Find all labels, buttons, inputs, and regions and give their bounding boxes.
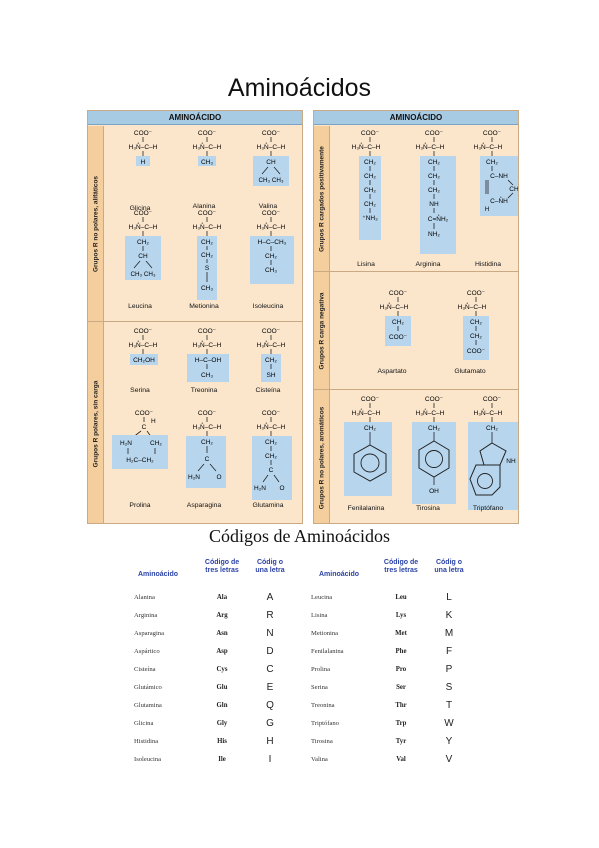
amino-acid-name: Lisina [357, 261, 375, 268]
r-group-text: CH₂ [364, 425, 376, 432]
carboxylate: COO⁻ [261, 210, 281, 217]
one-letter-code-cell: W [444, 718, 454, 729]
r-group-text: CH₂ [364, 173, 376, 180]
codes-header [128, 557, 285, 590]
table-row [305, 626, 465, 644]
amino-group: H₃N̊–C–H [457, 304, 487, 311]
table-row [128, 734, 280, 752]
carboxylate: COO⁻ [133, 130, 153, 137]
r-group-text: CH₂ [428, 187, 440, 194]
carboxylate: COO⁻ [133, 328, 153, 335]
structure-diagram [108, 207, 172, 297]
amino-acid-name: Glutamina [252, 502, 284, 509]
amino-group: H₃N̊–C–H [256, 342, 286, 349]
amino-acid-name: Aspartato [377, 368, 407, 375]
amino-acid-cell: Aspártico [134, 648, 160, 655]
amino-acid-cell: Serina [311, 684, 328, 691]
amino-acid-cell: Cisteína [134, 666, 156, 673]
r-group-text: C=N̊H₂ [427, 216, 449, 223]
amino-acid-name: Arginina [415, 261, 441, 268]
carboxylate: COO⁻ [482, 396, 502, 403]
amino-acid-name: Triptófano [472, 505, 504, 512]
amino-acid-name: Valina [258, 203, 278, 210]
r-group-text: CH₃ [200, 159, 214, 166]
amino-group: H₃N̊–C–H [128, 342, 158, 349]
one-letter-code-cell: S [445, 682, 453, 693]
group-sidebar [314, 272, 330, 389]
carboxylate: COO⁻ [424, 130, 444, 137]
amino-acid-cell: Fenilalanina [311, 648, 344, 655]
codes-table-right [305, 557, 465, 770]
structure-diagram [456, 127, 519, 257]
r-group-text: CH₃ CH₃ [130, 271, 156, 278]
structure-tirosina [396, 393, 460, 512]
r-group-text: CH₂ [428, 425, 440, 432]
codes-rows [305, 590, 465, 770]
r-group-text: CH₂ [265, 453, 277, 460]
amino-acid-cell: Leucina [311, 594, 333, 601]
amino-group: H₃N̊–C–H [256, 144, 286, 151]
alpha-carbon: C [141, 424, 147, 431]
amino-acid-cell: Glutamina [134, 702, 162, 709]
header-one-letter: Códig o una letra [255, 559, 285, 574]
r-group-text: CH₃ [200, 372, 214, 379]
table-row [128, 590, 280, 608]
group-label: Grupos R polares, sin carga [92, 380, 99, 467]
r-group-text: CH₂ [364, 159, 376, 166]
amino-acid-name: Serina [130, 387, 150, 394]
structure-asparagina [172, 407, 236, 507]
table-row [305, 590, 465, 608]
group-label: Grupos R no polares, alifáticos [92, 175, 99, 272]
one-letter-code-cell: L [446, 592, 452, 603]
structure-diagram [236, 127, 300, 197]
one-letter-code-cell: D [266, 646, 274, 657]
group-divider [88, 321, 302, 322]
r-group-text: H₂N [254, 485, 266, 492]
three-letter-code-cell: Thr [395, 702, 407, 709]
group-sidebar [314, 126, 330, 271]
amino-acid-cell: Glicina [134, 720, 154, 727]
structure-metionina [172, 207, 236, 310]
one-letter-code-cell: E [266, 682, 274, 693]
structure-aspartato [360, 287, 424, 387]
carboxylate: COO⁻ [197, 410, 217, 417]
three-letter-code-cell: Ile [218, 756, 226, 763]
amino-group: H₃N̊–C–H [473, 144, 503, 151]
structure-diagram [172, 127, 236, 197]
three-letter-code-cell: Gln [216, 702, 228, 709]
amino-acid-name: Asparagina [186, 502, 222, 509]
header-three-letter: Código de tres letras [204, 559, 240, 574]
carboxylate: COO⁻ [261, 328, 281, 335]
amino-group: H₃N̊–C–H [415, 410, 445, 417]
structure-diagram [396, 393, 458, 513]
r-group-text: CH₂ [265, 439, 277, 446]
amino-acid-cell: Isoleucina [134, 756, 162, 763]
carboxylate: COO⁻ [360, 130, 380, 137]
r-group-text: O [279, 485, 285, 492]
one-letter-code-cell: Y [445, 736, 453, 747]
structure-diagram [396, 127, 458, 257]
group-divider [314, 389, 518, 390]
amino-acid-name: Metionina [189, 303, 219, 310]
structure-diagram [172, 407, 236, 497]
r-group-text: CH₂ [265, 253, 277, 260]
amino-acid-chart-right [313, 110, 519, 524]
structure-diagram [172, 325, 236, 395]
carboxylate: COO⁻ [197, 210, 217, 217]
table-row [128, 680, 280, 698]
r-group-text: ⁺NH₃ [362, 215, 378, 222]
amino-group: H₃N̊–C–H [192, 342, 222, 349]
structure-diagram [236, 407, 300, 507]
amino-acid-cell: Arginina [134, 612, 158, 619]
structure-diagram [438, 287, 502, 377]
three-letter-code-cell: Ala [216, 594, 228, 601]
group-sidebar [314, 390, 330, 524]
three-letter-code-cell: Leu [395, 594, 407, 601]
group-sidebar [88, 322, 104, 524]
group-divider [314, 271, 518, 272]
r-group-text: CH₂ [150, 440, 162, 447]
carboxylate: COO⁻ [134, 410, 154, 417]
one-letter-code-cell: H [266, 736, 274, 747]
carboxylate: COO⁻ [133, 210, 153, 217]
structure-diagram [456, 393, 519, 513]
r-group-text: CH₃ [200, 285, 214, 292]
amino-acid-name: Prolina [129, 502, 151, 509]
amino-group: H₃N̊–C–H [256, 224, 286, 231]
structure-diagram [108, 127, 172, 197]
three-letter-code-cell: Tyr [395, 738, 407, 745]
amino-group: H₃N̊–C–H [379, 304, 409, 311]
r-group-text: H₂N [188, 474, 200, 481]
table-row [128, 626, 280, 644]
structure-diagram [334, 127, 394, 257]
amino-acid-cell: Glutámico [134, 684, 162, 691]
r-group-text: CH [509, 186, 519, 193]
amino-acid-name: Glicina [129, 205, 151, 212]
chart-header: AMINOÁCIDO [314, 111, 518, 125]
amino-acid-name: Tirosina [416, 505, 440, 512]
one-letter-code-cell: K [445, 610, 453, 621]
r-group-text: CH₂OH [133, 357, 155, 364]
three-letter-code-cell: Val [396, 756, 406, 763]
r-group-text: CH₂ [137, 239, 149, 246]
r-group-text: C [268, 467, 274, 474]
carboxylate: COO⁻ [424, 396, 444, 403]
r-group-text: C–NH [490, 173, 508, 180]
amino-group: H₃N̊–C–H [128, 224, 158, 231]
codes-rows [128, 590, 280, 770]
carboxylate: COO⁻ [261, 130, 281, 137]
table-row [128, 608, 280, 626]
three-letter-code-cell: Glu [216, 684, 228, 691]
r-group-text: NH₂ [428, 231, 440, 238]
carboxylate: COO⁻ [360, 396, 380, 403]
r-group-text: CH₂ [470, 319, 482, 326]
header-amino-acid: Aminoácido [137, 571, 179, 578]
three-letter-code-cell: Pro [395, 666, 407, 673]
r-group-text: CH₂ [392, 319, 404, 326]
amino-acid-cell: Lisina [311, 612, 328, 619]
amino-acid-name: Treonina [190, 387, 218, 394]
table-row [305, 752, 465, 770]
table-row [305, 698, 465, 716]
one-letter-code-cell: P [445, 664, 453, 675]
table-row [305, 662, 465, 680]
r-group-text: H [140, 159, 146, 166]
r-group-text: CH₃ [264, 267, 278, 274]
chart-header: AMINOÁCIDO [88, 111, 302, 125]
amino-acid-cell: Metionina [311, 630, 339, 637]
structure-histidina [456, 127, 519, 268]
r-group-text: CH₂ [265, 357, 277, 364]
one-letter-code-cell: A [266, 592, 274, 603]
amino-acid-name: Cisteína [255, 387, 281, 394]
table-row [128, 752, 280, 770]
three-letter-code-cell: Asn [216, 630, 228, 637]
page-title: Aminoácidos [227, 74, 372, 102]
header-amino-acid: Aminoácido [318, 571, 360, 578]
r-group-text: CH [138, 253, 148, 260]
structure-diagram [334, 393, 396, 493]
r-group-text: CH₂ [364, 187, 376, 194]
amino-acid-cell: Histidina [134, 738, 159, 745]
r-group-text: H [484, 207, 490, 213]
amino-acid-cell: Prolina [311, 666, 331, 673]
structure-triptofano [456, 393, 519, 512]
carboxylate: COO⁻ [197, 130, 217, 137]
amino-acid-name: Histidina [474, 261, 502, 268]
one-letter-code-cell: F [445, 646, 453, 657]
r-group-text: CH₂ [486, 159, 498, 166]
three-letter-code-cell: Lys [395, 612, 407, 619]
amino-group: H₃N̊–C–H [128, 144, 158, 151]
table-row [305, 716, 465, 734]
one-letter-code-cell: Q [266, 700, 274, 711]
r-group-text: CH₂ [428, 159, 440, 166]
carboxylate: COO⁻ [261, 410, 281, 417]
amino-group: H₃N̊–C–H [192, 144, 222, 151]
amino-acid-cell: Alanina [134, 594, 155, 601]
r-group-text: NH [506, 458, 516, 465]
three-letter-code-cell: Met [395, 630, 407, 637]
carboxylate: COO⁻ [197, 328, 217, 335]
codes-table-left [128, 557, 285, 770]
amino-acid-chart-left [87, 110, 303, 524]
three-letter-code-cell: Ser [396, 684, 406, 691]
amino-group: H₃N̊–C–H [192, 424, 222, 431]
amino-group: H₃N̊–C–H [415, 144, 445, 151]
r-group-text: CH₂ [201, 252, 213, 259]
one-letter-code-cell: N [266, 628, 274, 639]
header-three-letter: Código de tres letras [383, 559, 419, 574]
structure-fenilalanina [334, 393, 398, 512]
r-group-text: S [204, 265, 210, 272]
structure-diagram [108, 325, 172, 395]
amino-group: H₃N̊–C–H [351, 410, 381, 417]
amino-acid-name: Fenilalanina [347, 505, 385, 512]
three-letter-code-cell: Asp [216, 648, 228, 655]
table-row [128, 698, 280, 716]
structure-isoleucina [236, 207, 300, 310]
table-row [128, 662, 280, 680]
group-label: Grupos R carga negativa [318, 292, 325, 369]
r-group-text: CH₂ [201, 239, 213, 246]
amino-group: H₃N̊–C–H [351, 144, 381, 151]
r-group-text: CH₂ [201, 439, 213, 446]
amino-acid-cell: Triptófano [311, 720, 339, 727]
three-letter-code-cell: His [217, 738, 227, 745]
amino-acid-cell: Valina [311, 756, 328, 763]
r-group-text: H–C–CH₃ [257, 239, 287, 246]
table-row [305, 734, 465, 752]
r-group-text: CH₂ [364, 201, 376, 208]
amino-acid-cell: Tirosina [311, 738, 333, 745]
one-letter-code-cell: R [266, 610, 274, 621]
three-letter-code-cell: Phe [395, 648, 407, 655]
r-group-text: H–C–OH [194, 357, 222, 364]
amino-group: H₃N̊–C–H [256, 424, 286, 431]
r-group-text: H₂C–CH₂ [126, 457, 154, 464]
three-letter-code-cell: Arg [216, 612, 228, 619]
amino-group: H₃N̊–C–H [473, 410, 503, 417]
one-letter-code-cell: V [445, 754, 453, 765]
amino-group: H₃N̊–C–H [192, 224, 222, 231]
three-letter-code-cell: Trp [395, 720, 407, 727]
r-group-text: OH [429, 488, 439, 495]
r-group-text: C–N̊H [490, 198, 508, 205]
r-group-text: SH [266, 372, 276, 379]
table-row [305, 680, 465, 698]
one-letter-code-cell: I [268, 754, 272, 765]
amino-acid-cell: Asparagina [134, 630, 165, 637]
one-letter-code-cell: M [444, 628, 454, 639]
one-letter-code-cell: T [445, 700, 453, 711]
codes-title: Códigos de Aminoácidos [209, 526, 390, 546]
structure-diagram [108, 407, 172, 487]
structure-glutamato [438, 287, 502, 387]
r-group-text: CH₂ [428, 173, 440, 180]
r-group-highlight [344, 422, 392, 496]
header-one-letter: Códig o una letra [434, 559, 464, 574]
r-group-text: H₂N [120, 440, 132, 447]
structure-diagram [236, 325, 300, 395]
structure-glutamina [236, 407, 300, 507]
three-letter-code-cell: Gly [216, 720, 228, 727]
r-group-text: CH [266, 159, 276, 166]
three-letter-code-cell: Cys [216, 666, 228, 673]
group-sidebar [88, 126, 104, 321]
structure-lisina [334, 127, 398, 268]
structure-leucina [108, 207, 172, 310]
r-group-text: O [216, 474, 222, 481]
amino-acid-cell: Treonina [311, 702, 335, 709]
r-group-text: CH₂ [470, 333, 482, 340]
amino-acid-name: Alanina [192, 203, 216, 210]
r-group-text: COO⁻ [466, 348, 486, 355]
r-group-text: CH₂ [486, 425, 498, 432]
r-group-text: CH₃ CH₃ [258, 177, 284, 184]
structure-diagram [172, 207, 236, 307]
one-letter-code-cell: G [266, 718, 274, 729]
table-row [305, 608, 465, 626]
r-group-text: COO⁻ [388, 334, 408, 341]
structure-diagram [236, 207, 300, 297]
amino-acid-name: Isoleucina [252, 303, 284, 310]
table-row [305, 644, 465, 662]
carboxylate: COO⁻ [388, 290, 408, 297]
structure-diagram [360, 287, 424, 367]
codes-header [305, 557, 465, 590]
carboxylate: COO⁻ [482, 130, 502, 137]
group-label: Grupos R cargados positivamente [318, 145, 325, 252]
amino-acid-name: Leucina [128, 303, 152, 310]
one-letter-code-cell: C [266, 664, 274, 675]
hydrogen: H [151, 418, 156, 425]
r-group-text: NH [429, 201, 439, 208]
carboxylate: COO⁻ [466, 290, 486, 297]
structure-prolina [108, 407, 172, 507]
group-label: Grupos R no polares, aromáticos [318, 406, 325, 509]
structure-arginina [396, 127, 460, 268]
amino-acid-name: Glutamato [454, 368, 486, 375]
table-row [128, 716, 280, 734]
table-row [128, 644, 280, 662]
r-group-text: C [204, 456, 210, 463]
